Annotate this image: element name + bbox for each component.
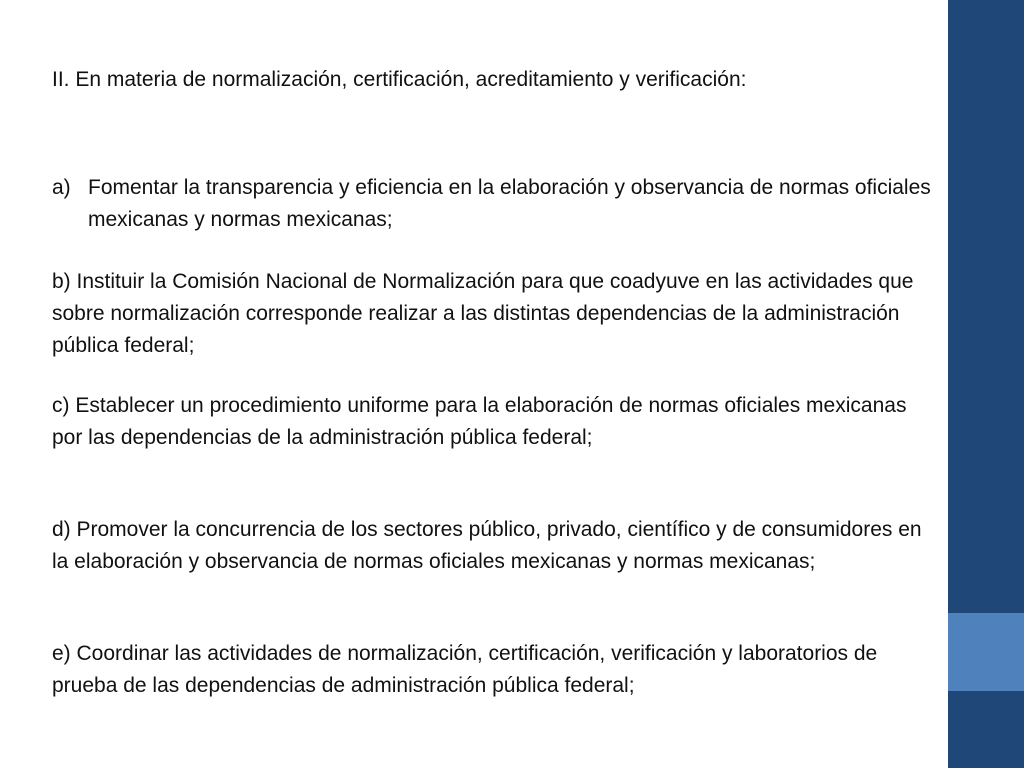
paragraph-c: c) Establecer un procedimiento uniforme para la elaboración de normas oficiales mexicanas por las dependencias de la administración pública federal; bbox=[52, 394, 907, 449]
sidebar-dark-band-top bbox=[948, 0, 1024, 613]
paragraph-e: e) Coordinar las actividades de normalización, certificación, verificación y laboratorios de prueba de las dependencias de administración pública federal; bbox=[52, 642, 878, 697]
list-item-a bbox=[52, 172, 932, 236]
sidebar-dark-band-bottom bbox=[948, 691, 1024, 768]
sidebar-accent-band bbox=[948, 613, 1024, 691]
paragraph-d: d) Promover la concurrencia de los sectores público, privado, científico y de consumidores en la elaboración y observancia de normas oficiales mexicanas y normas mexicanas; bbox=[52, 518, 922, 573]
paragraph-b: b) Instituir la Comisión Nacional de Normalización para que coadyuve en las actividades que sobre normalización corresponde realizar a las distintas dependencias de la administración pública federal; bbox=[52, 270, 914, 357]
slide-content bbox=[52, 64, 932, 697]
decorative-sidebar bbox=[948, 0, 1024, 768]
slide-heading: II. En materia de normalización, certificación, acreditamiento y verificación: bbox=[52, 68, 747, 91]
list-text-a: Fomentar la transparencia y eficiencia en la elaboración y observancia de normas oficiales mexicanas y normas mexicanas; bbox=[88, 176, 931, 231]
list-marker-a: a) bbox=[52, 176, 71, 199]
